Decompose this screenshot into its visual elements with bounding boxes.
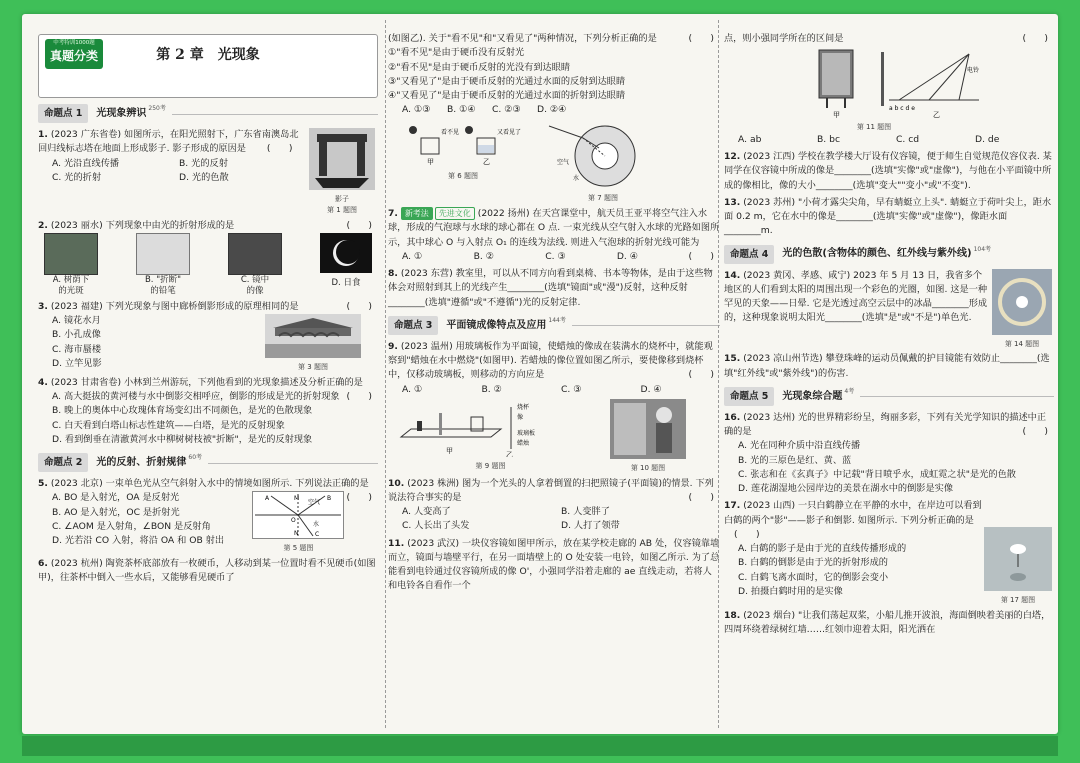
figure-10 xyxy=(593,399,703,474)
label-o: O xyxy=(291,517,297,525)
option-label: 的铅笔 xyxy=(150,285,176,296)
option-label: 的像 xyxy=(246,285,264,296)
answer-blank: ( ) xyxy=(688,33,714,44)
label-air: 空气 xyxy=(308,499,321,507)
covered-bridge-photo xyxy=(265,314,361,358)
option-label: A. 树荫下 xyxy=(52,274,90,285)
question-number: 10. xyxy=(388,477,405,489)
label-image: 像 xyxy=(516,413,523,421)
pencil-in-water-photo xyxy=(136,233,190,275)
option-d: D. ④ xyxy=(640,383,662,395)
question-11-start xyxy=(388,537,720,594)
option-b: B. ①④ xyxy=(447,104,476,116)
figure-caption: 第 14 题图 xyxy=(1004,339,1040,348)
option-c: C. 光的折射 xyxy=(52,171,102,183)
option-c: C. 张志和在《玄真子》中记载"背日喷乎水，成虹霓之状"是光的色散 xyxy=(738,468,1016,480)
label-water: 水 xyxy=(573,174,580,182)
new-method-badge: 新考法 xyxy=(401,207,433,220)
option-b: B. ② xyxy=(473,250,494,262)
topic-tag: 命题点 2 xyxy=(38,453,88,472)
statement: ③"又看见了"是由于硬币反射的光通过水面的反射到达眼睛 xyxy=(388,75,626,87)
answer-blank: ( ) xyxy=(346,492,372,504)
question-text: (2023 山西) 一只白鹤静立在平静的水中，在岸边可以看到白鹤的两个"影"——影子和倒影. 如图所示. 下列分析正确的是 xyxy=(724,500,982,526)
figure-caption: 第 17 题图 xyxy=(1000,596,1036,605)
bottom-frame xyxy=(22,736,1058,756)
question-number: 15. xyxy=(724,353,741,365)
question-16 xyxy=(724,411,1054,497)
topic-count: 144考 xyxy=(548,316,566,324)
question-13 xyxy=(724,196,1054,239)
question-text: (2023 东营) 教室里，可以从不同方向看到桌椅、书本等物体，是由于这些物体会对照射到其上的光线产生________(选填"镜面"或"漫")反射，这种反射________(选填"遵循"或"不遵循")光的反射定律. xyxy=(388,268,713,308)
bubble-water-ball-diagram xyxy=(543,120,663,190)
statement: ④"又看见了"是由于硬币反射的光通过水面的折射到达眼睛 xyxy=(388,90,626,101)
question-text: (2023 丽水) 下列现象中由光的折射形成的是 xyxy=(50,219,235,231)
option-b: B. 光的三原色是红、黄、蓝 xyxy=(738,454,852,466)
divider xyxy=(860,395,1054,397)
question-text: (2023 温州) 用玻璃板作为平面镜，使蜡烛的像成在装满水的烧杯中，就能观察到"蜡烛在水中燃烧"(如图甲). 若蜡烛的像位置如图乙所示，要使像移到烧杯中，仅移动玻璃板，则移动的方向应是 xyxy=(388,340,713,381)
topic-count: 250考 xyxy=(148,105,166,112)
crane-in-water-photo xyxy=(984,527,1052,591)
statement: ②"看不见"是由于硬币反射的光没有到达眼睛 xyxy=(388,61,571,73)
option-a: A. 镜花水月 xyxy=(52,315,101,327)
label-glass: 玻璃板 xyxy=(516,429,535,437)
divider xyxy=(572,324,720,326)
option-b: B. bc xyxy=(817,133,841,145)
label-yi: 乙 xyxy=(483,157,490,166)
option-d: D. 光的色散 xyxy=(179,171,229,183)
topic-count: 60考 xyxy=(188,454,203,462)
option-d: D. 立竿见影 xyxy=(52,357,102,369)
figure-11 xyxy=(724,46,1024,133)
figure-caption: 第 11 题图 xyxy=(856,123,892,132)
topic-title: 光的反射、折射规律 xyxy=(96,456,187,468)
topic-title: 光现象辨识 xyxy=(96,107,147,119)
label-points: a b c d e xyxy=(889,105,915,113)
question-7 xyxy=(388,207,720,264)
divider xyxy=(172,113,378,115)
answer-blank: ( ) xyxy=(1022,33,1048,44)
option-a: A. 人变高了 xyxy=(402,506,451,518)
option-b: B. ② xyxy=(481,383,502,395)
question-text: (2023 达州) 光的世界精彩纷呈，绚丽多彩，下列有关光学知识的描述中正确的是 xyxy=(724,411,1047,438)
column-1 xyxy=(38,14,378,734)
option-b-picture xyxy=(136,233,190,297)
figure-caption: 第 7 题图 xyxy=(588,194,618,203)
question-text: (2023 烟台) "让我们荡起双桨，小船儿推开波浪，海面倒映着美丽的白塔，四周环绕着绿树红墙……红领巾迎着太阳，阳光洒在 xyxy=(724,610,1051,636)
question-10 xyxy=(388,477,720,534)
label-see-again: 又看见了 xyxy=(497,128,522,136)
figure-label: 影子 xyxy=(335,194,349,203)
option-c: C. 人长出了头发 xyxy=(402,520,470,532)
question-number: 18. xyxy=(724,610,741,622)
answer-blank: ( ) xyxy=(346,391,372,403)
question-number: 5. xyxy=(38,478,48,490)
label-air: 空气 xyxy=(557,158,570,166)
figure-caption: 第 9 题图 xyxy=(475,461,506,470)
option-c: C. 白鹤飞离水面时，它的倒影会变小 xyxy=(738,571,889,583)
figure-5 xyxy=(250,491,346,554)
culture-badge: 先进文化 xyxy=(435,207,475,220)
topic-count: 4考 xyxy=(844,387,855,395)
question-number: 8. xyxy=(388,268,398,280)
option-label: C. 镜中 xyxy=(240,274,270,285)
figure-caption: 第 3 题图 xyxy=(298,362,328,371)
option-d: D. ②④ xyxy=(537,104,567,116)
answer-blank: ( ) xyxy=(688,250,714,262)
figure-1 xyxy=(306,128,378,216)
topic-tag: 命题点 5 xyxy=(724,387,774,406)
figure-6 xyxy=(388,120,538,205)
topic-1-header xyxy=(38,104,378,123)
option-a: A. 白鹤的影子是由于光的直线传播形成的 xyxy=(738,543,907,555)
option-c: C. ②③ xyxy=(492,104,521,116)
chapter-header xyxy=(38,34,378,98)
topic-tag: 命题点 4 xyxy=(724,245,774,264)
answer-blank: ( ) xyxy=(346,300,372,312)
label-bell: 电铃 xyxy=(967,67,980,75)
option-b: B. 光的反射 xyxy=(179,157,228,169)
label-jia: 甲 xyxy=(445,446,453,455)
label-a: A xyxy=(265,495,270,503)
question-4 xyxy=(38,376,378,447)
question-6-continued xyxy=(388,32,720,204)
option-b: B. 晚上的奥体中心玫瑰体育场变幻出不同颜色，是光的色散现象 xyxy=(52,405,313,417)
option-a: A. BO 是入射光，OA 是反射光 xyxy=(52,492,180,504)
column-3 xyxy=(716,14,1054,734)
question-1 xyxy=(38,128,378,216)
option-c: C. 海市蜃楼 xyxy=(52,343,102,355)
figure-caption: 第 1 题图 xyxy=(327,205,357,214)
option-d-picture xyxy=(320,233,372,297)
topic-5-header xyxy=(724,387,1054,406)
dressing-mirror-diagram xyxy=(729,46,1019,118)
option-label: 的光斑 xyxy=(58,285,84,296)
question-number: 3. xyxy=(38,300,48,312)
option-c: C. ③ xyxy=(561,383,582,395)
solar-eclipse-photo xyxy=(320,233,372,273)
divider xyxy=(208,462,378,464)
paper-sheet xyxy=(22,14,1058,734)
option-a: A. 高大挺拔的黄河楼与水中倒影交相呼应，倒影的形成是光的折射现象 xyxy=(52,391,340,403)
topic-tag: 命题点 1 xyxy=(38,104,88,123)
option-a: A. 光在同种介质中沿直线传播 xyxy=(738,440,861,452)
topic-title: 光现象综合题 xyxy=(782,390,843,402)
topic-4-header xyxy=(724,245,1054,264)
answer-blank: ( ) xyxy=(346,219,372,231)
answer-blank: ( ) xyxy=(688,369,714,381)
option-d: D. 拍摄白鹤时用的是实像 xyxy=(738,585,843,597)
question-5 xyxy=(38,477,378,554)
option-label: B. "折断" xyxy=(144,274,182,285)
option-d: D. 莲花湖湿地公园岸边的美景在湖水中的倒影是实像 xyxy=(738,483,954,495)
option-d: D. ④ xyxy=(616,250,638,262)
logo-subtitle: 中考特训1000题 xyxy=(53,40,95,46)
question-3 xyxy=(38,300,378,373)
question-number: 7. xyxy=(388,208,398,220)
label-m: M xyxy=(294,495,300,503)
option-c: C. ③ xyxy=(545,250,566,262)
option-a-picture xyxy=(44,233,98,297)
label-candle: 蜡烛 xyxy=(516,439,529,447)
topic-title: 光的色散(含物体的颜色、红外线与紫外线) xyxy=(782,248,972,260)
question-number: 17. xyxy=(724,500,741,512)
question-2 xyxy=(38,219,378,297)
label-cannot-see: 看不见 xyxy=(441,128,460,136)
question-text: (2023 江西) 学校在教学楼大厅设有仪容镜，便于师生自觉规范仪容仪表. 某同学在仪容镜中所成的像是________(选填"实像"或"虚像")，与他在小平面镜中所成的像相比，像的大小________(选填"变大""变小"或"不变"). xyxy=(724,151,1052,191)
question-9 xyxy=(388,340,720,474)
answer-blank: ( ) xyxy=(266,143,293,155)
chapter-title: 第 2 章 光现象 xyxy=(156,47,260,63)
question-15 xyxy=(724,352,1054,381)
question-number: 14. xyxy=(724,269,741,281)
figure-17 xyxy=(982,527,1054,606)
option-c: C. ∠AOM 是入射角，∠BON 是反射角 xyxy=(52,520,211,532)
column-2 xyxy=(380,14,720,734)
question-11-continued xyxy=(724,32,1054,147)
question-12 xyxy=(724,150,1054,193)
option-c-picture xyxy=(228,233,282,297)
option-b: B. 人变胖了 xyxy=(561,506,610,518)
topic-tag: 命题点 3 xyxy=(388,316,438,335)
question-text: (2023 广东省卷) 如图所示，在阳光照射下，广东省南澳岛北回归线标志塔在地面上形成影子. 影子形成的原因是 xyxy=(38,129,299,155)
mirror-person-photo xyxy=(610,399,686,459)
question-text: (2023 武汉) 一块仪容镜如图甲所示，放在某学校走廊的 AB 处，仪容镜靠墙而立，镜面与墙壁平行，在另一面墙壁上的 O 处安装一电铃，如图乙所示. 为了总能看到电铃通过仪容镜所成的像 O'，小强同学沿着走廊的 ae 直线走动，若将人和电铃各自看作一个 xyxy=(388,537,720,592)
option-d: D. 看到倒垂在清澈黄河水中柳树树枝被"折断"，是光的反射现象 xyxy=(52,433,313,445)
question-number: 13. xyxy=(724,196,741,208)
figure-caption: 第 10 题图 xyxy=(630,463,666,472)
label-yi: 乙 xyxy=(505,450,513,457)
question-text: (如图乙). 关于"看不见"和"又看见了"两种情况，下列分析正确的是 xyxy=(388,33,657,44)
figure-9 xyxy=(388,399,593,474)
label-jia: 甲 xyxy=(833,111,840,119)
answer-blank: ( ) xyxy=(1022,426,1048,438)
question-number: 12. xyxy=(724,151,741,163)
statement: ①"看不见"是由于硬币没有反射光 xyxy=(388,47,525,59)
question-text: (2022 扬州) 在天宫课堂中，航天员王亚平将空气注入水球，形成的气泡球与水球的球心都在 O 点. 一束光线从空气射入水球的光路如图所示，其中球心 O 与入射点 O₁ 的连线为法线. 则进入气泡球的折射光线可能为 xyxy=(388,208,720,248)
question-number: 16. xyxy=(724,411,741,423)
question-text: (2023 北京) 一束单色光从空气斜射入水中的情境如图所示. 下列说法正确的是 xyxy=(50,478,369,490)
question-number: 6. xyxy=(38,558,48,569)
car-mirror-photo xyxy=(228,233,282,275)
option-c: C. 白天看到白塔山标志性建筑——白塔，是光的反射现象 xyxy=(52,419,285,431)
question-text: (2023 杭州) 陶瓷茶杯底部放有一枚硬币，人移动到某一位置时看不见硬币(如图甲)，往茶杯中倒入一些水后，又能够看见硬币了 xyxy=(38,558,376,584)
option-d: D. de xyxy=(975,133,1000,145)
topic-3-header xyxy=(388,316,720,335)
question-8 xyxy=(388,267,720,310)
option-a: A. 光沿直线传播 xyxy=(52,157,120,169)
question-number: 1. xyxy=(38,129,48,140)
option-a: A. ① xyxy=(402,250,423,262)
question-number: 4. xyxy=(38,376,48,388)
option-c: C. cd xyxy=(896,133,920,145)
logo-title: 真题分类 xyxy=(49,49,98,63)
coin-cup-diagram xyxy=(393,120,533,168)
sun-halo-photo xyxy=(992,269,1052,335)
question-number: 2. xyxy=(38,219,48,231)
refraction-diagram xyxy=(252,491,344,539)
question-text: (2023 黄冈、孝感、咸宁) 2023 年 5 月 13 日，我省多个地区的人们看到太阳的周围出现一个彩色的光圈，如图. 这是一种罕见的天象——日晕. 它是光透过高空云层中的冰晶________形成的，这种现象说明太阳光________(选填"是"或"不是")单色光. xyxy=(724,269,988,324)
label-cup: 烧杯 xyxy=(516,403,529,411)
question-6-start xyxy=(38,557,378,586)
option-a: A. ab xyxy=(738,133,762,145)
option-b: B. 白鹤的倒影是由于光的折射形成的 xyxy=(738,557,888,569)
option-a: A. ① xyxy=(402,383,423,395)
tower-shadow-photo xyxy=(309,128,375,190)
option-a: A. ①③ xyxy=(402,104,431,116)
option-label: D. 日食 xyxy=(331,278,361,289)
question-17 xyxy=(724,499,1054,606)
label-b: B xyxy=(327,495,332,503)
figure-14 xyxy=(990,269,1054,350)
label-jia: 甲 xyxy=(427,157,434,166)
question-text: 点，则小强同学所在的区间是 xyxy=(724,33,844,44)
topic-2-header xyxy=(38,453,378,472)
option-b: B. 小孔成像 xyxy=(52,329,101,341)
option-b: B. AO 是入射光，OC 是折射光 xyxy=(52,506,180,518)
question-14 xyxy=(724,269,1054,350)
question-number: 9. xyxy=(388,340,398,352)
mirror-candle-diagram xyxy=(391,399,591,457)
question-text: (2023 株洲) 图为一个光头的人拿着倒置的扫把照镜子(平面镜)的情景. 下列说法符合事实的是 xyxy=(388,477,714,503)
figure-caption: 第 6 题图 xyxy=(448,172,478,181)
question-number: 11. xyxy=(388,537,405,549)
question-text: (2023 福建) 下列光现象与图中廊桥倒影形成的原理相同的是 xyxy=(50,300,299,312)
label-water: 水 xyxy=(313,521,320,529)
question-text: (2023 苏州) "小荷才露尖尖角，早有蜻蜓立上头". 蜻蜓立于荷叶尖上，距水面 0.2 m，它在水中的像是________(选填"实像"或"虚像")，像距水面________m. xyxy=(724,196,1052,237)
answer-blank: ( ) xyxy=(734,528,760,540)
tree-shade-photo xyxy=(44,233,98,275)
answer-blank: ( ) xyxy=(688,491,714,503)
figure-3 xyxy=(248,314,378,373)
figure-caption: 第 5 题图 xyxy=(283,544,314,553)
topic-count: 104考 xyxy=(973,245,992,253)
label-yi: 乙 xyxy=(933,111,940,119)
question-18 xyxy=(724,609,1054,638)
label-c: C xyxy=(315,531,320,539)
question-text: (2023 凉山州节选) 攀登珠峰的运动员佩戴的护目镜能有效防止________(选填"红外线"或"紫外线")的伤害. xyxy=(724,353,1050,379)
option-d: D. 光若沿 CO 入射，将沿 OA 和 OB 射出 xyxy=(52,535,225,547)
label-n: N xyxy=(294,530,299,538)
option-d: D. 人打了领带 xyxy=(561,520,620,532)
question-text: (2023 甘肃省卷) 小林到兰州游玩，下列他看到的光现象描述及分析正确的是 xyxy=(50,376,363,388)
figure-7 xyxy=(538,120,668,205)
topic-title: 平面镜成像特点及应用 xyxy=(446,319,547,331)
